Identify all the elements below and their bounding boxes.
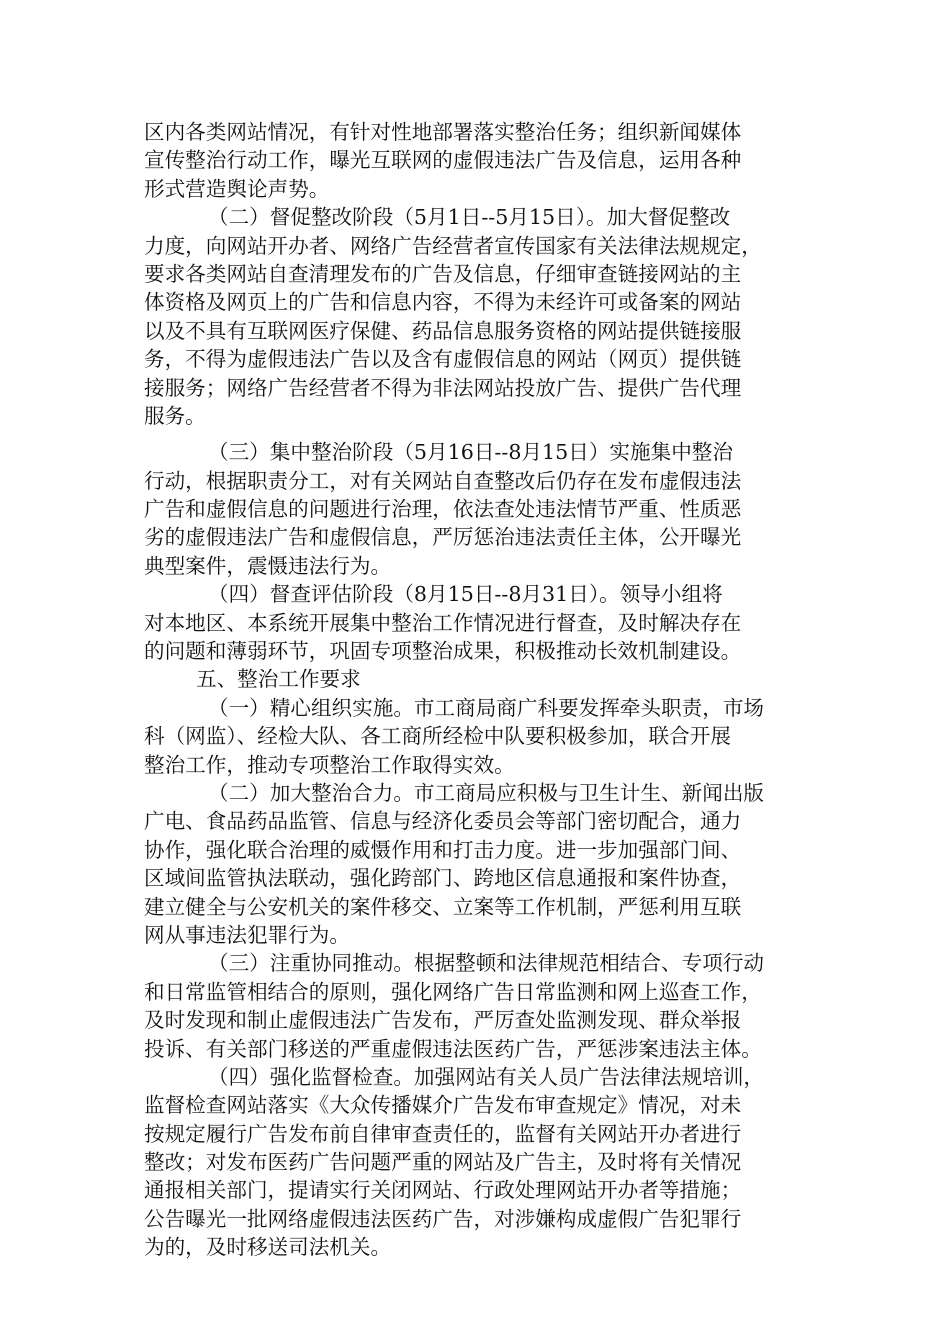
- text-line: 宣传整治行动工作，曝光互联网的虚假违法广告及信息，运用各种: [144, 148, 742, 173]
- text-line: 及时发现和制止虚假违法广告发布，严厉查处监测发现、群众举报: [144, 1008, 742, 1033]
- text-line: 公告曝光一批网络虚假违法医药广告，对涉嫌构成虚假广告犯罪行: [144, 1206, 742, 1231]
- paragraph-gap: [144, 430, 820, 438]
- text-line: 通报相关部门，提请实行关闭网站、行政处理网站开办者等措施；: [144, 1178, 742, 1203]
- text-line: 协作，强化联合治理的威慑作用和打击力度。进一步加强部门间、: [144, 837, 742, 862]
- text-line: 接服务；网络广告经营者不得为非法网站投放广告、提供广告代理: [144, 375, 742, 400]
- text-line: （二）加大整治合力。市工商局应积极与卫生计生、新闻出版: [208, 780, 765, 805]
- text-line: 广告和虚假信息的问题进行治理，依法查处违法情节严重、性质恶: [144, 497, 742, 522]
- text-line: 典型案件，震慑违法行为。: [144, 553, 392, 578]
- text-line: 对本地区、本系统开展集中整治工作情况进行督查，及时解决存在: [144, 610, 742, 635]
- text-line: （三）注重协同推动。根据整顿和法律规范相结合、专项行动: [208, 951, 765, 976]
- text-line: 服务。: [144, 403, 206, 428]
- text-line: 行动，根据职责分工，对有关网站自查整改后仍存在发布虚假违法: [144, 468, 742, 493]
- text-line: 形式营造舆论声势。: [144, 176, 330, 201]
- text-line: 和日常监管相结合的原则，强化网络广告日常监测和网上巡查工作，: [144, 979, 762, 1004]
- text-line: 体资格及网页上的广告和信息内容，不得为未经许可或备案的网站: [144, 290, 742, 315]
- text-line: （二）督促整改阶段（5月1日--5月15日）。加大督促整改: [208, 205, 731, 230]
- text-line: 整治工作，推动专项整治工作取得实效。: [144, 752, 515, 777]
- document-body: [144, 118, 820, 1262]
- text-line: 为的，及时移送司法机关。: [144, 1235, 392, 1260]
- text-line: 以及不具有互联网医疗保健、药品信息服务资格的网站提供链接服: [144, 318, 742, 343]
- text-line: （三）集中整治阶段（5月16日--8月15日）实施集中整治: [208, 440, 733, 465]
- text-line: 按规定履行广告发布前自律审查责任的，监督有关网站开办者进行: [144, 1121, 742, 1146]
- text-line: 的问题和薄弱环节，巩固专项整治成果，积极推动长效机制建设。: [144, 639, 742, 664]
- text-line: 务，不得为虚假违法广告以及含有虚假信息的网站（网页）提供链: [144, 347, 742, 372]
- text-line: 力度，向网站开办者、网络广告经营者宣传国家有关法律法规规定，: [144, 233, 762, 258]
- text-line: 区内各类网站情况，有针对性地部署落实整治任务；组织新闻媒体: [144, 120, 742, 144]
- text-line: 科（网监）、经检大队、各工商所经检中队要积极参加，联合开展: [144, 724, 731, 749]
- text-line: 建立健全与公安机关的案件移交、立案等工作机制，严惩利用互联: [144, 894, 742, 919]
- text-line: （一）精心组织实施。市工商局商广科要发挥牵头职责，市场: [208, 695, 765, 720]
- text-line: 网从事违法犯罪行为。: [144, 922, 350, 947]
- text-line: 广电、食品药品监管、信息与经济化委员会等部门密切配合，通力: [144, 809, 742, 834]
- text-line: 监督检查网站落实《大众传播媒介广告发布审查规定》情况，对未: [144, 1093, 742, 1118]
- text-line: （四）督查评估阶段（8月15日--8月31日）。领导小组将: [208, 582, 723, 607]
- text-line: 投诉、有关部门移送的严重虚假违法医药广告，严惩涉案违法主体。: [144, 1036, 762, 1061]
- text-line: 区域间监管执法联动，强化跨部门、跨地区信息通报和案件协查，: [144, 866, 742, 891]
- text-line: （四）强化监督检查。加强网站有关人员广告法律法规培训，: [208, 1064, 765, 1089]
- text-line: 五、整治工作要求: [196, 667, 361, 692]
- text-line: 劣的虚假违法广告和虚假信息，严厉惩治违法责任主体，公开曝光: [144, 525, 742, 550]
- text-line: 要求各类网站自查清理发布的广告及信息，仔细审查链接网站的主: [144, 261, 742, 286]
- text-line: 整改；对发布医药广告问题严重的网站及广告主，及时将有关情况: [144, 1150, 742, 1175]
